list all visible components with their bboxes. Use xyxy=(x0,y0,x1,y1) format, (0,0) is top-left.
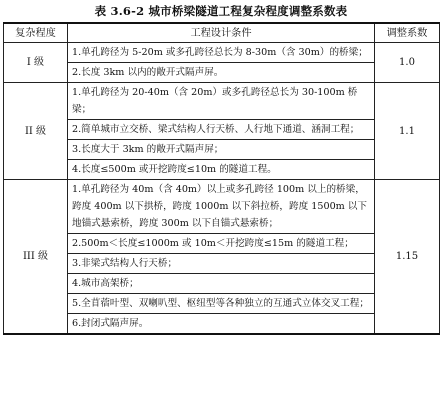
condition-cell: 5.全苜蓿叶型、双喇叭型、枢纽型等各种独立的互通式立体交叉工程； xyxy=(68,294,375,314)
header-coef: 调整系数 xyxy=(375,23,440,43)
coef-cell: 1.1 xyxy=(375,83,440,180)
condition-cell: 3.长度大于 3km 的敞开式隔声屏； xyxy=(68,140,375,160)
header-condition: 工程设计条件 xyxy=(68,23,375,43)
table-row xyxy=(4,234,440,254)
condition-cell: 1.单孔跨径为 40m（含 40m）以上或多孔跨径 100m 以上的桥梁，跨度 400m 以下拱桥，跨度 1000m 以下斜拉桥，跨度 1500m 以下地锚式悬索桥，跨度 300m 以下自锚式悬索桥； xyxy=(68,180,375,234)
table-row xyxy=(4,83,440,120)
condition-cell: 2.长度 3km 以内的敞开式隔声屏。 xyxy=(68,63,375,83)
table-row xyxy=(4,314,440,335)
table-row xyxy=(4,254,440,274)
table-row xyxy=(4,43,440,63)
condition-cell: 4.城市高架桥； xyxy=(68,274,375,294)
coef-cell: 1.15 xyxy=(375,180,440,335)
table-row xyxy=(4,140,440,160)
level-cell: I 级 xyxy=(4,43,68,83)
table-row xyxy=(4,180,440,234)
condition-cell: 6.封闭式隔声屏。 xyxy=(68,314,375,335)
condition-cell: 1.单孔跨径为 20-40m（含 20m）或多孔跨径总长为 30-100m 桥梁； xyxy=(68,83,375,120)
complexity-table xyxy=(3,22,440,335)
coef-cell: 1.0 xyxy=(375,43,440,83)
table-row xyxy=(4,160,440,180)
condition-cell: 2.500m＜长度≤1000m 或 10m＜开挖跨度≤15m 的隧道工程； xyxy=(68,234,375,254)
condition-cell: 2.简单城市立交桥、梁式结构人行天桥、人行地下通道、涵洞工程； xyxy=(68,120,375,140)
condition-cell: 3.非梁式结构人行天桥； xyxy=(68,254,375,274)
table-title: 表 3.6-2 城市桥梁隧道工程复杂程度调整系数表 xyxy=(94,4,348,18)
table-row xyxy=(4,120,440,140)
header-row xyxy=(4,23,440,43)
table-row xyxy=(4,274,440,294)
condition-cell: 4.长度≤500m 或开挖跨度≤10m 的隧道工程。 xyxy=(68,160,375,180)
header-level: 复杂程度 xyxy=(4,23,68,43)
condition-cell: 1.单孔跨径为 5-20m 或多孔跨径总长为 8-30m（含 30m）的桥梁； xyxy=(68,43,375,63)
level-cell: III 级 xyxy=(4,180,68,335)
table-row xyxy=(4,63,440,83)
level-cell: II 级 xyxy=(4,83,68,180)
table-row xyxy=(4,294,440,314)
